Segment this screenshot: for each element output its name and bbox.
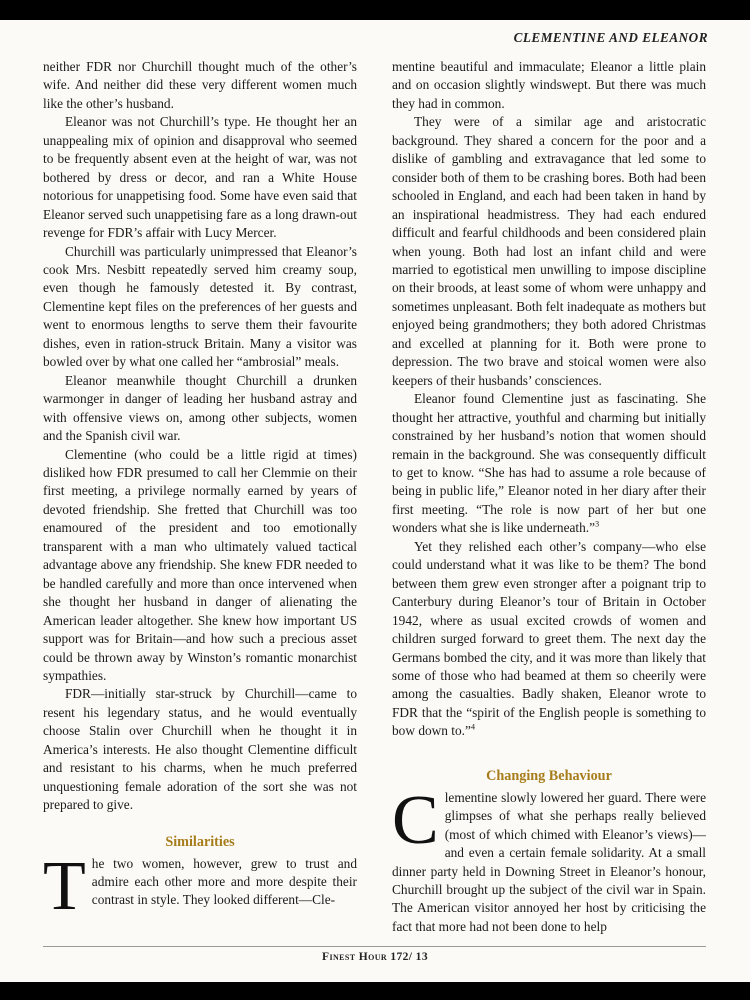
- paragraph: Eleanor meanwhile thought Churchill a drunken warmonger in danger of leading her husband astray and with offensive views on, among other subjects, women and the Spanish civil war.: [43, 372, 357, 444]
- running-head: CLEMENTINE AND ELEANOR: [513, 30, 708, 45]
- paragraph: Clementine (who could be a little rigid at times) disliked how FDR presumed to call her Clemmie on their first meeting, a privilege normally earned by years of devoted friendship. She fretted that Churchill was too enamoured of the president and too emotionally transparent with a man who ultimately valued tactical advantage above any friendship. She knew FDR needed to be handled carefully and more than once intervened when she thought her husband in danger of alienating the American leader altogether. She knew how important US support was for Britain—and how such a precious asset could be thrown away by Winston’s romantic monarchist sympathies.: [43, 446, 357, 683]
- dropcap-paragraph: [392, 781, 706, 937]
- drop-cap: C: [392, 781, 439, 859]
- paragraph: [392, 390, 706, 538]
- paragraph: mentine beautiful and immaculate; Eleanor a little plain and on occasion slightly windswept. But there was much they had in common.: [392, 59, 706, 111]
- drop-cap: T: [43, 847, 86, 925]
- left-column: [43, 58, 357, 925]
- section-heading-similarities: Similarities: [165, 833, 235, 850]
- dropcap-paragraph-text: he two women, however, grew to trust and admire each other more and more despite their contrast in style. They looked different—Cle-: [91, 855, 357, 908]
- paragraph-text: Yet they relished each other’s company—who else could understand what it was like to be them? The bond between them grew even stronger after a poignant trip to Canterbury during Eleanor’s tour of Britain in October 1942, where as usual excited crowds of women and children surged forward to greet them. The next day the Germans bombed the city, and it was more than likely that some of those who had beamed at them so cheerily were among the casualties. Badly shaken, Eleanor wrote to FDR that the “spirit of the English people is something to bow down to.”: [392, 538, 706, 739]
- publication-name: Finest Hour: [322, 951, 388, 963]
- issue-page-number: 172/ 13: [390, 951, 428, 963]
- paragraph-text: Eleanor found Clementine just as fascinating. She thought her attractive, youthful and charming but initially constrained by her husband’s notion that women should remain in the background. She was consequently difficult to get to know. “She has had to assume a role because of being in public life,” Eleanor noted in her diary after their first meeting. “The role is now part of her but one wonders what she is like underneath.”: [392, 391, 706, 536]
- section-heading-changing-behaviour: Changing Behaviour: [486, 767, 612, 784]
- footnote-marker: 3: [595, 519, 600, 529]
- footer-rule: [43, 946, 706, 947]
- paragraph: Churchill was particularly unimpressed that Eleanor’s cook Mrs. Nesbitt repeatedly served him creamy soup, even though he famously detested it. By contrast, Clementine kept files on the preferences of her guests and went to enormous lengths to serve them their favourite dishes, even in ration-struck Britain. Many a visitor was bowled over by what one called her “ambrosial” meals.: [43, 243, 357, 370]
- paragraph: neither FDR nor Churchill thought much of the other’s wife. And neither did these very different women much like the other’s husband.: [43, 59, 357, 111]
- magazine-page: [0, 20, 750, 982]
- paragraph: FDR—initially star-struck by Churchill—came to resent his legendary status, and he would eventually choose Stalin over Churchill when he thought it in America’s interests. He also thought Clementine difficult and resistant to his charms, when he much preferred unquestioning female adoration of the sort she was not prepared to give.: [43, 686, 357, 813]
- dropcap-paragraph: [43, 847, 357, 925]
- right-column: [392, 58, 706, 936]
- paragraph: Eleanor was not Churchill’s type. He thought her an unappealing mix of opinion and disapproval who seemed to be frequently absent even at the height of war, was not bothered by dress or decor, and ran a White House notorious for unappetising food. Some have even said that Eleanor served such unappetising fare as a long drawn-out revenge for FDR’s affair with Lucy Mercer.: [43, 114, 357, 241]
- page-footer: [0, 951, 750, 963]
- dropcap-paragraph-text: lementine slowly lowered her guard. There were glimpses of what she perhaps really believed (most of which chimed with Eleanor’s views)—and even a certain female solidarity. At a small dinner party held in Downing Street in Eleanor’s honour, Churchill brought up the subject of the civil war in Spain. The American visitor annoyed her host by criticising the fact that more had not been done to help: [392, 789, 706, 934]
- footnote-marker: 4: [470, 722, 475, 732]
- paragraph: [392, 538, 706, 741]
- paragraph: They were of a similar age and aristocratic background. They shared a concern for the poor and a dislike of gambling and extravagance that led some to consider both of them to be crashing bores. Both had been schooled in England, and each had been taken in hand by an inspirational headmistress. They had each endured difficult and fearful childhoods and been considered plain when young. Both had lost an infant child and were married to egotistical men unwilling to impose discipline on their broods, at least some of whom were unhappy and sometimes unpleasant. Both felt inadequate as mothers but enjoyed being grandmothers; they both adored Christmas and excelled at planning for it. Both were prone to depression. The two brave and stoical women were also keepers of their husbands’ consciences.: [392, 114, 706, 388]
